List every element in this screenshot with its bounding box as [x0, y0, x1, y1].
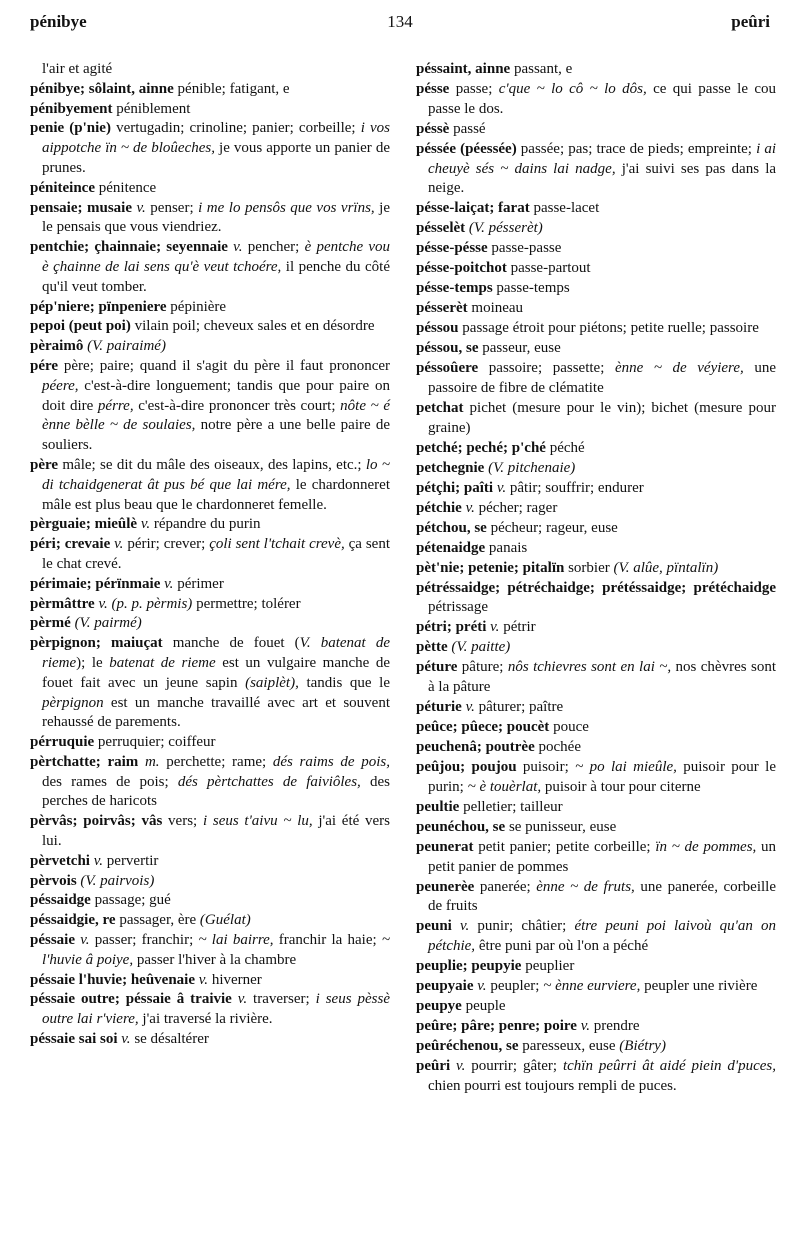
entry-example: pérre,: [97, 397, 134, 414]
entry-text: pichet (mesure pour le vin); bichet (mesure pour graine): [428, 399, 776, 436]
dictionary-entry: [30, 535, 390, 575]
entry-text: vertugadin; crinoline; panier; corbeille;: [110, 120, 361, 137]
dictionary-entry: [416, 738, 776, 758]
entry-text: pouce: [549, 719, 589, 736]
entry-text: peuple: [461, 998, 506, 1015]
entry-text: passe-passe: [487, 240, 562, 257]
entry-example: è pentche vou è çhainne de lai sens qu'è veut tchoére,: [42, 239, 390, 275]
dictionary-entry: [416, 638, 776, 658]
entry-headword: pèt'nie; petenie; pitalïn: [416, 559, 565, 576]
entry-text: manche de fouet (: [162, 635, 300, 652]
entry-example: (V. pitchenaie): [484, 459, 576, 476]
entry-text: peupler une rivière: [640, 978, 758, 995]
entry-example: i ai cheuyè sés ~ dains lai nadge,: [428, 140, 776, 177]
entry-example: batenat de rieme: [109, 654, 216, 671]
dictionary-entry: [416, 917, 776, 957]
entry-headword: peuni: [416, 918, 452, 935]
dictionary-entry: [30, 872, 390, 892]
entry-text: chien pourri est toujours rempli de puces.: [428, 1077, 677, 1094]
entry-headword: pénibye; sôlaint, ainne: [30, 80, 174, 97]
entry-headword: pésse-pésse: [416, 240, 488, 257]
entry-text: petit panier; petite corbeille;: [473, 838, 656, 855]
dictionary-entry: [30, 179, 390, 199]
dictionary-entry: [416, 1017, 776, 1037]
entry-text: passeur, euse: [478, 340, 561, 357]
dictionary-entry: [30, 238, 390, 297]
entry-text: perchette; rame;: [159, 753, 273, 770]
entry-example: (V. alûe, pïntalïn): [613, 559, 719, 576]
entry-text: pourrir; gâter;: [465, 1058, 563, 1075]
entry-example: (V. pésserèt): [465, 220, 543, 237]
entry-text: pâturer; paître: [474, 699, 564, 716]
entry-headword: petchegnie: [416, 459, 485, 476]
entry-headword: pèrvois: [30, 872, 77, 889]
entry-headword: pèrvâs; poirvâs; vâs: [30, 813, 163, 830]
dictionary-entry: [30, 100, 390, 120]
entry-text: ça sent le chat crevé.: [42, 536, 390, 572]
entry-text: pénitence: [95, 179, 157, 196]
entry-example: i seus t'aivu ~ lu,: [202, 813, 313, 830]
entry-example: (Guélat): [199, 912, 251, 929]
entry-example: péere,: [42, 377, 79, 394]
entry-example: i vos aippotche ïn ~ de bloûeches,: [42, 120, 390, 157]
entry-headword: pésse-laiçat; farat: [416, 200, 530, 217]
entry-example: c'que ~ lo cô ~ lo dôs,: [498, 80, 647, 97]
entry-headword: péturie: [416, 699, 462, 716]
entry-text: peupler;: [486, 978, 544, 995]
dictionary-entry: [30, 456, 390, 515]
entry-example: (V. paitte): [447, 639, 511, 656]
entry-text: pâtir; souffrir; endurer: [506, 479, 644, 496]
entry-headword: pésse-temps: [416, 280, 493, 297]
entry-example: v.: [493, 479, 507, 496]
entry-text: puisoir pour le purin;: [428, 759, 776, 795]
entry-text: pencher;: [242, 239, 305, 256]
entry-text: être puni par où l'on a péché: [475, 938, 649, 955]
entry-text: passe-partout: [506, 260, 591, 277]
entry-text: pécheur; rageur, euse: [486, 519, 618, 536]
dictionary-entry: [416, 479, 776, 499]
entry-headword: pétenaidge: [416, 539, 486, 556]
entry-example: m.: [138, 753, 160, 770]
entry-text: passe-temps: [492, 280, 570, 297]
dictionary-entry: [30, 634, 390, 733]
entry-example: (Biétry): [619, 1038, 666, 1055]
entry-text: l'air et agité: [42, 61, 113, 77]
dictionary-entry: [416, 299, 776, 319]
dictionary-entry: [416, 140, 776, 199]
entry-headword: péssaie: [30, 932, 75, 949]
entry-headword: pésse-poitchot: [416, 260, 507, 277]
dictionary-entry: [416, 798, 776, 818]
entry-example: ~ ènne eurviere,: [543, 978, 641, 995]
dictionary-entry: [416, 120, 776, 140]
entry-text: tandis que le: [298, 674, 390, 691]
entry-text: est un manche travaillé avec art et souvent rehaussé de parements.: [42, 694, 390, 731]
entry-headword: peûri: [416, 1058, 451, 1075]
entry-text: passe-lacet: [529, 200, 600, 217]
entry-headword: péture: [416, 659, 458, 676]
entry-text: hiverner: [208, 971, 262, 988]
entry-text: le chardonneret mâle est plus beau que le chardonneret femelle.: [42, 476, 390, 513]
dictionary-entry: [30, 298, 390, 318]
dictionary-entry: [416, 1037, 776, 1057]
entry-headword: peûce; pûece; poucèt: [416, 719, 550, 736]
dictionary-entry: [416, 758, 776, 798]
entry-text: passe;: [449, 80, 499, 97]
entry-text: franchir la haie;: [273, 932, 382, 949]
page-header: [30, 12, 770, 42]
dictionary-entry: [30, 357, 390, 456]
entry-text: une panerée, corbeille de fruits: [428, 878, 776, 915]
page-number: 134: [387, 12, 413, 31]
dictionary-entry: [416, 519, 776, 539]
entry-text: passée; pas; trace de pieds; empreinte;: [516, 140, 757, 157]
entry-headword: péri; crevaie: [30, 536, 111, 553]
entry-example: pèrpignon: [42, 694, 104, 711]
dictionary-entry: [416, 459, 776, 479]
entry-example: v.: [160, 575, 174, 592]
entry-example: ~ po lai mieûle,: [575, 759, 677, 776]
entry-text: vers;: [162, 813, 203, 830]
entry-headword: péssaie l'huvie; heûvenaie: [30, 971, 196, 988]
entry-example: v.: [195, 971, 209, 988]
entry-text: pelletier; tailleur: [459, 798, 563, 815]
dictionary-entry: [416, 1057, 776, 1097]
entry-headword: pèrmé: [30, 615, 71, 632]
entry-example: v.: [89, 852, 104, 869]
dictionary-entry: [30, 80, 390, 100]
entry-text: pécher; rager: [474, 499, 558, 516]
entry-headword: peultie: [416, 798, 460, 815]
entry-text: je le pensais que vous viendriez.: [42, 199, 391, 236]
entry-text: se désaltérer: [130, 1031, 209, 1048]
entry-headword: pétréssaidge; pétréchaidge; prétéssaidge; prétéchaidge: [416, 579, 776, 596]
entry-headword: péssoûere: [416, 360, 479, 377]
entry-headword: petchat: [416, 399, 464, 416]
entry-headword: pèrmâttre: [30, 595, 95, 612]
entry-headword: pésserèt: [416, 300, 468, 317]
dictionary-entry: [30, 317, 390, 337]
entry-example: (saiplèt),: [245, 674, 299, 691]
entry-text: père; paire; quand il s'agit du père il faut prononcer: [58, 357, 390, 374]
dictionary-entry: [416, 259, 776, 279]
entry-example: v.: [451, 918, 470, 935]
entry-headword: pensaie; musaie: [30, 199, 132, 216]
entry-text: pénible; fatigant, e: [173, 80, 290, 97]
entry-example: dés pèrtchattes de faiviôles,: [177, 773, 361, 790]
entry-text: des rames de pois;: [42, 773, 178, 790]
entry-example: ènne ~ de véyiere,: [614, 360, 744, 377]
entry-text: passage étroit pour piétons; petite ruelle; passoire: [458, 320, 759, 337]
entry-headword: pepoi (peut poi): [30, 318, 131, 335]
entry-example: v.: [576, 1018, 590, 1035]
entry-text: prendre: [590, 1018, 640, 1035]
entry-example: ~ è touèrlat,: [467, 778, 542, 795]
entry-text: peuplier: [521, 958, 575, 975]
entry-text: pâture;: [457, 659, 508, 676]
dictionary-entry: [416, 359, 776, 399]
entry-text: traverser;: [247, 991, 316, 1008]
entry-example: nôte ~ é ènne bèlle ~ de soulaies,: [42, 397, 390, 434]
entry-text: mâle; se dit du mâle des oiseaux, des lapins, etc.;: [58, 456, 366, 473]
entry-text: panerée;: [474, 878, 537, 895]
entry-text: sorbier: [564, 559, 614, 576]
entry-headword: peûre; pâre; penre; poire: [416, 1018, 577, 1035]
entry-headword: pére: [30, 357, 59, 374]
dictionary-entry: [30, 515, 390, 535]
entry-text: se punisseur, euse: [505, 818, 617, 835]
right-column: [416, 60, 776, 1097]
entry-headword: peupyaie: [416, 978, 474, 995]
dictionary-entry: [30, 337, 390, 357]
dictionary-entry: [416, 698, 776, 718]
entry-text: puisoir;: [516, 759, 576, 776]
entry-text: c'est-à-dire prononcer très court;: [133, 397, 341, 414]
entry-text: ce qui passe le cou passe le dos.: [428, 80, 776, 117]
entry-headword: peunéchou, se: [416, 818, 506, 835]
entry-example: ènne ~ de fruts,: [536, 878, 635, 895]
dictionary-entry: [30, 733, 390, 753]
entry-text: pochée: [534, 739, 581, 756]
dictionary-entry: [416, 618, 776, 638]
entry-text: il penche du côté qu'il veut tomber.: [42, 258, 390, 295]
dictionary-entry: [30, 595, 390, 615]
entry-text: passage; gué: [90, 892, 171, 909]
entry-example: v.: [227, 239, 243, 256]
entry-text: passer l'hiver à la chambre: [133, 951, 297, 968]
entry-headword: peuplie; peupyie: [416, 958, 522, 975]
entry-example: ~ lai bairre,: [198, 932, 274, 949]
dictionary-entry: [30, 990, 390, 1030]
entry-headword: péssaidgie, re: [30, 912, 116, 929]
entry-text: permettre; tolérer: [192, 595, 301, 612]
entry-headword: pérruquie: [30, 734, 95, 751]
entry-example: étre peuni poi laivoù qu'an on pétchie,: [428, 918, 776, 955]
entry-text: des perches de haricots: [42, 773, 390, 810]
entry-text: périr; crever;: [123, 536, 210, 553]
entry-example: (V. pairmé): [70, 615, 142, 632]
dictionary-entry: [416, 957, 776, 977]
dictionary-entry: [416, 439, 776, 459]
entry-headword: péssaint, ainne: [416, 61, 511, 77]
entry-headword: pèraimô: [30, 338, 84, 355]
right-running-head: peûri: [731, 12, 770, 31]
entry-example: v.: [117, 1031, 131, 1048]
entry-example: v.: [75, 932, 90, 949]
entry-example: v.: [461, 699, 475, 716]
entry-headword: péssaie outre; péssaie â traivie: [30, 991, 232, 1008]
entry-text: ); le: [76, 654, 110, 671]
entry-headword: pésse: [416, 80, 450, 97]
entry-headword: péniteince: [30, 179, 95, 196]
entry-text: moineau: [467, 300, 524, 317]
dictionary-entry: [30, 931, 390, 971]
entry-headword: péssè: [416, 120, 450, 137]
entry-headword: pèrguaie; mieûlè: [30, 516, 138, 533]
dictionary-entry: [416, 559, 776, 579]
entry-text: vilain poil; cheveux sales et en désordre: [130, 318, 375, 335]
entry-text: je vous apporte un panier de prunes.: [42, 140, 390, 176]
dictionary-entry: [416, 658, 776, 698]
dictionary-entry: [416, 219, 776, 239]
left-running-head: pénibye: [30, 12, 87, 31]
dictionary-entry: [416, 579, 776, 619]
entry-headword: pénibyement: [30, 100, 113, 117]
entry-headword: péssaie sai soi: [30, 1031, 118, 1048]
entry-headword: pésselèt: [416, 220, 466, 237]
entry-headword: peuchenâ; poutrèe: [416, 739, 535, 756]
entry-text: périmer: [173, 575, 224, 592]
dictionary-entry: [416, 239, 776, 259]
dictionary-entry: [416, 279, 776, 299]
entry-headword: peûjou; poujou: [416, 759, 517, 776]
entry-text: passant, e: [510, 61, 573, 77]
dictionary-entry: [416, 339, 776, 359]
entry-headword: peunerat: [416, 838, 474, 855]
entry-headword: péssou: [416, 320, 459, 337]
entry-example: (V. pairvois): [76, 872, 155, 889]
entry-headword: pentchie; çhainnaie; seyennaie: [30, 239, 228, 256]
dictionary-entry: [30, 753, 390, 812]
entry-text: péché: [545, 439, 585, 456]
dictionary-entry: [30, 199, 390, 239]
dictionary-entry: [30, 119, 390, 178]
entry-text: panais: [485, 539, 528, 556]
entry-text: notre père a une belle paire de souliers.: [42, 417, 391, 454]
entry-headword: pètte: [416, 639, 448, 656]
entry-example: i seus pèssè outre lai r'viere,: [42, 991, 390, 1028]
dictionary-entry: [416, 80, 776, 120]
entry-example: v. (p. p. pèrmis): [94, 595, 193, 612]
entry-example: çoli sent l'tchait crevè,: [209, 536, 345, 553]
dictionary-entry: [416, 319, 776, 339]
dictionary-entry: [30, 852, 390, 872]
entry-example: nôs tchievres sont en lai ~,: [507, 659, 672, 676]
entry-example: v.: [486, 619, 500, 636]
entry-headword: petché; peché; p'ché: [416, 439, 546, 456]
entry-text: c'est-à-dire longuement; tandis que pour paire on doit dire: [42, 377, 390, 414]
dictionary-entry: [30, 911, 390, 931]
entry-headword: penie (p'nie): [30, 120, 111, 137]
entry-headword: pép'niere; pïnpeniere: [30, 298, 167, 315]
entry-text: passager, ère: [115, 912, 200, 929]
dictionary-entry: [416, 997, 776, 1017]
entry-text: une passoire de fibre de clématite: [428, 360, 776, 396]
entry-text: paresseux, euse: [518, 1038, 620, 1055]
dictionary-entry: [30, 614, 390, 634]
entry-text: pépinière: [166, 298, 227, 315]
entry-example: v.: [461, 499, 475, 516]
entry-example: lo ~ di tchaidgenerat ât pus bé que lai mére,: [42, 456, 390, 493]
entry-headword: péssaidge: [30, 892, 91, 909]
entry-headword: pèrpignon; maiuçat: [30, 635, 163, 652]
dictionary-entry: [416, 399, 776, 439]
entry-text: penser;: [145, 199, 199, 216]
entry-example: V. batenat de rieme: [42, 635, 390, 671]
entry-example: (V. pairaimé): [83, 338, 166, 355]
entry-example: v.: [110, 536, 124, 553]
dictionary-entry: [416, 60, 776, 80]
entry-text: péniblement: [112, 100, 191, 117]
entry-example: i me lo pensôs que vos vrïns,: [198, 199, 375, 216]
dictionary-entry: [30, 971, 390, 991]
entry-text: pétrir: [499, 619, 536, 636]
entry-headword: peûréchenou, se: [416, 1038, 519, 1055]
entry-text: j'ai suivi ses pas dans la neige.: [428, 160, 777, 197]
entry-text: répandre du purin: [150, 516, 261, 533]
dictionary-entry: [416, 977, 776, 997]
entry-headword: pèrvetchi: [30, 852, 90, 869]
entry-headword: pétchou, se: [416, 519, 487, 536]
dictionary-entry: [416, 199, 776, 219]
entry-text: passé: [449, 120, 486, 137]
entry-headword: périmaie; pérïnmaie: [30, 575, 161, 592]
entry-text: pervertir: [103, 852, 159, 869]
entry-text: passoire; passette;: [478, 360, 615, 377]
dictionary-entry: [416, 818, 776, 838]
dictionary-entry: [30, 575, 390, 595]
entry-headword: peunerèe: [416, 878, 475, 895]
dictionary-entry: [416, 499, 776, 519]
dictionary-entry: [30, 60, 390, 80]
entry-example: v.: [137, 516, 151, 533]
entry-text: j'ai traversé la rivière.: [138, 1011, 273, 1028]
entry-text: un petit panier de pommes: [428, 838, 777, 875]
entry-example: ~ l'huvie â poiye,: [42, 932, 390, 968]
entry-text: nos chèvres sont à la pâture: [428, 659, 776, 696]
dictionary-entry: [416, 838, 776, 878]
entry-text: pétrissage: [428, 599, 488, 616]
dictionary-entry: [416, 539, 776, 559]
entry-headword: père: [30, 456, 59, 473]
left-column: [30, 60, 390, 1050]
entry-example: ïn ~ de pommes,: [655, 838, 757, 855]
entry-text: est un vulgaire manche de fouet fait avec un jeune sapin: [42, 654, 390, 691]
entry-text: perruquier; coiffeur: [94, 734, 216, 751]
dictionary-entry: [30, 891, 390, 911]
entry-headword: pétçhi; paîti: [416, 479, 494, 496]
entry-headword: pétri; préti: [416, 619, 487, 636]
dictionary-entry: [416, 878, 776, 918]
dictionary-entry: [30, 1030, 390, 1050]
entry-example: dés raims de pois,: [272, 753, 390, 770]
entry-headword: peupye: [416, 998, 462, 1015]
entry-example: v.: [231, 991, 248, 1008]
entry-example: v.: [450, 1058, 466, 1075]
entry-text: puisoir à tour pour citerne: [541, 778, 701, 795]
entry-example: v.: [132, 199, 146, 216]
entry-headword: péssou, se: [416, 340, 479, 357]
entry-headword: pèrtchatte; raim: [30, 753, 139, 770]
entry-text: j'ai été vers lui.: [42, 813, 391, 850]
entry-text: punir; châtier;: [469, 918, 575, 935]
entry-example: v.: [473, 978, 487, 995]
entry-headword: péssée (péessée): [416, 140, 517, 157]
entry-headword: pétchie: [416, 499, 462, 516]
entry-example: tchïn peûrri ât aidé piein d'puces,: [562, 1058, 777, 1075]
dictionary-entry: [416, 718, 776, 738]
entry-text: passer; franchir;: [89, 932, 199, 949]
dictionary-entry: [30, 812, 390, 852]
